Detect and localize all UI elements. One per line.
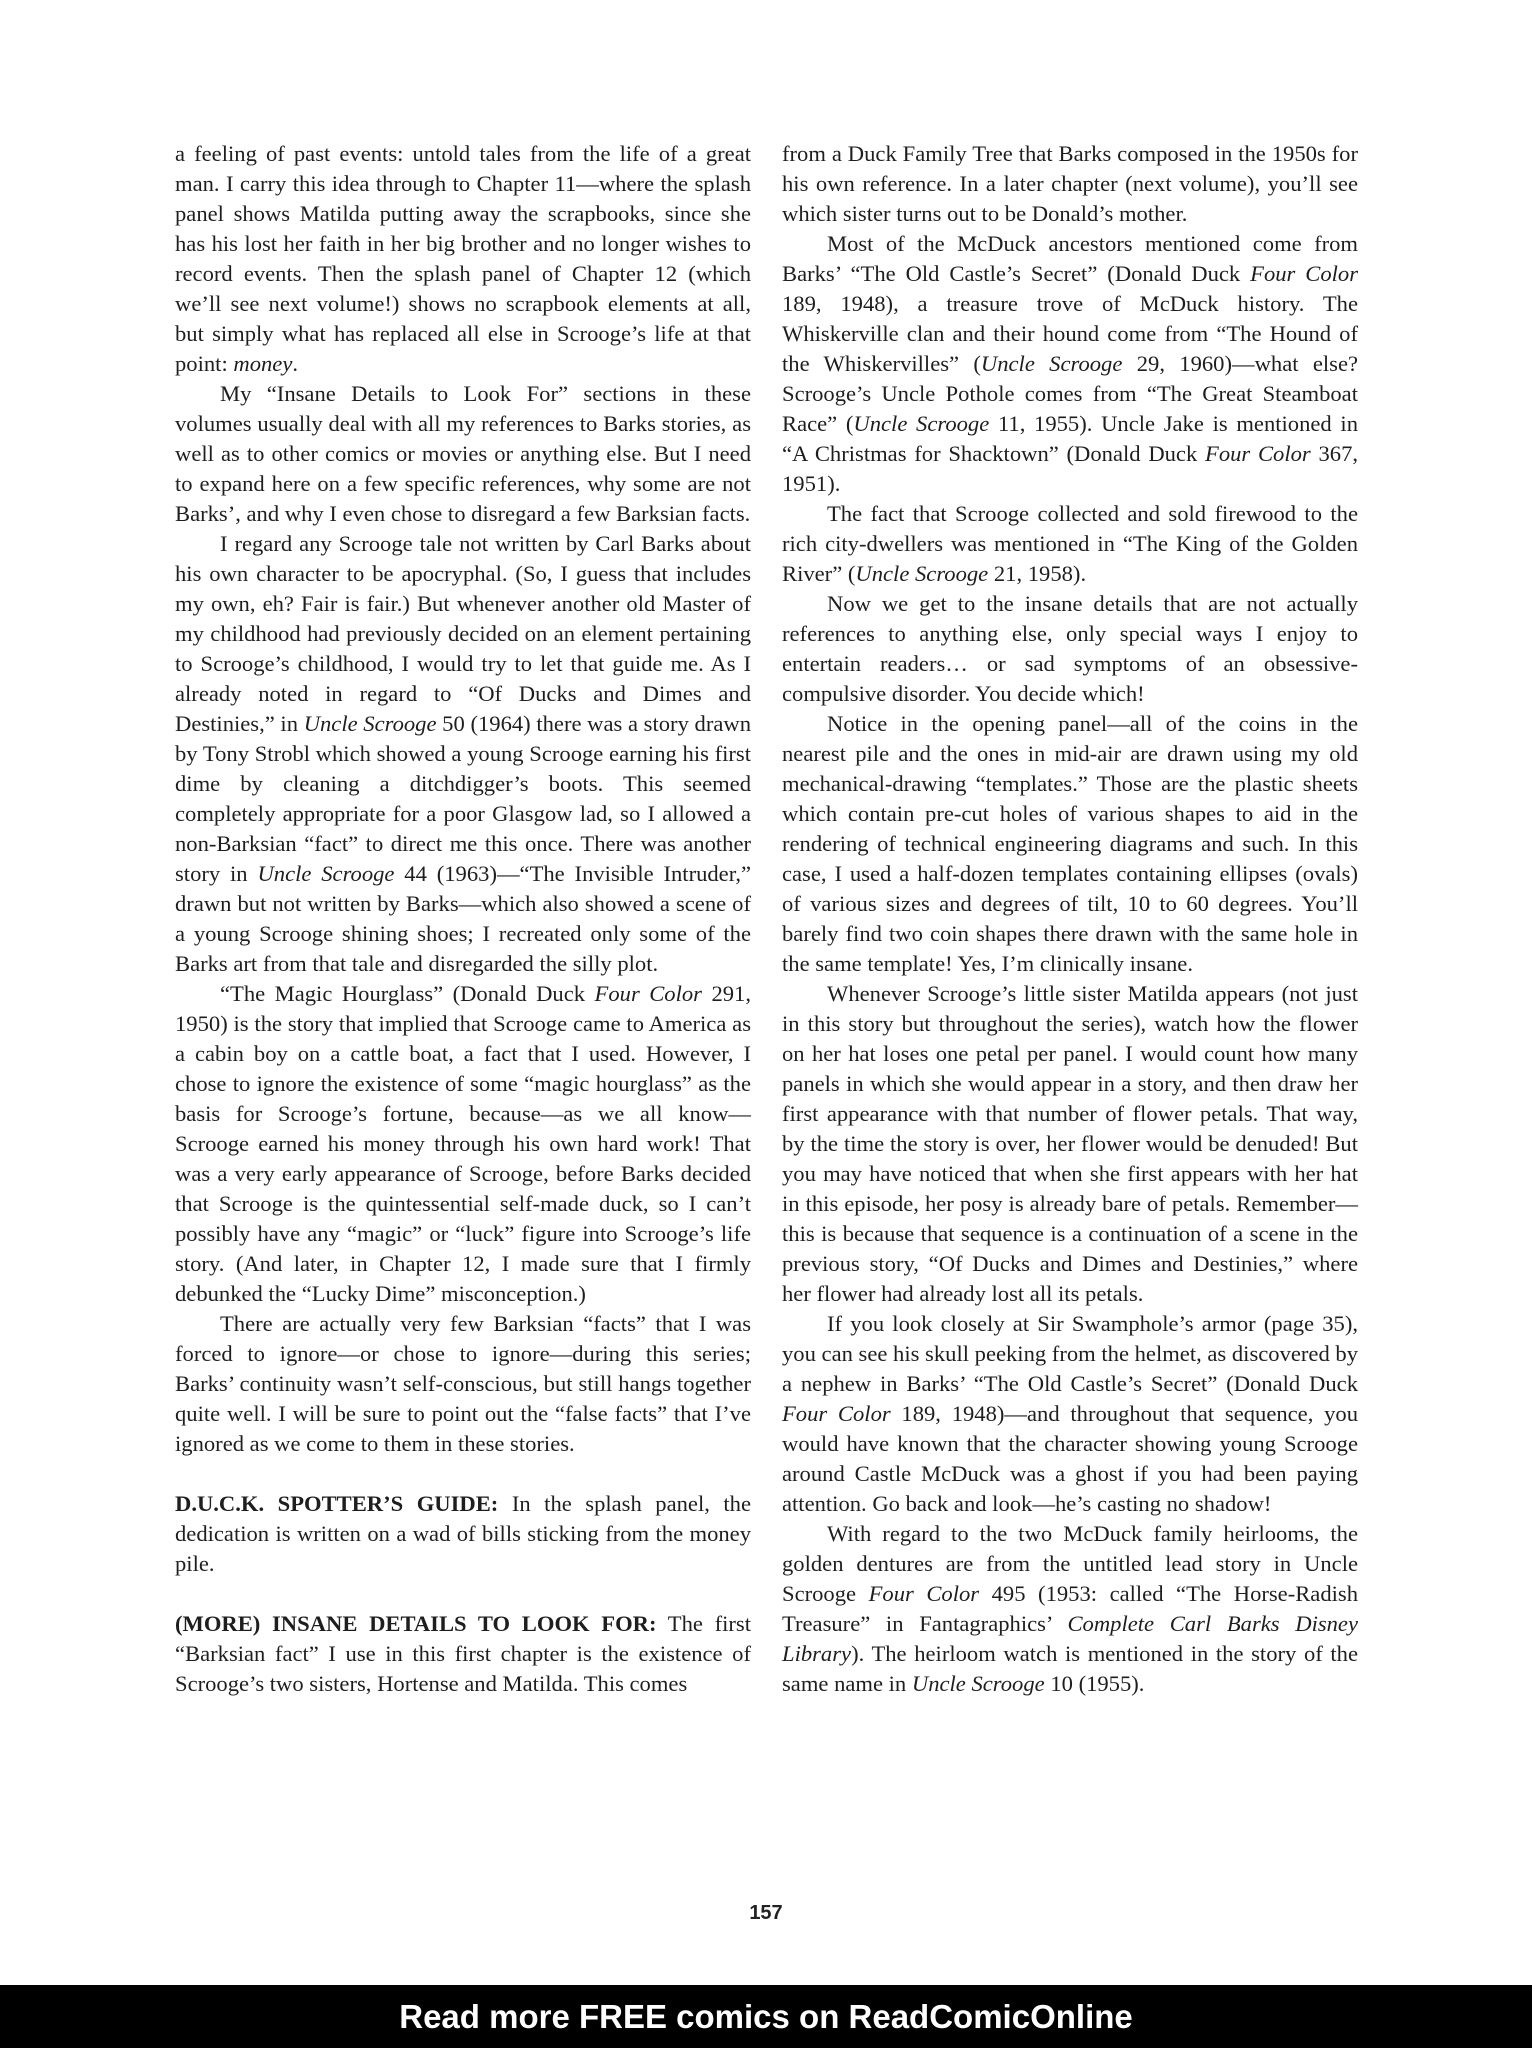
section-insane-details: (MORE) INSANE DETAILS TO LOOK FOR: The first “Barksian fact” I use in this first chapter is the existence of Scrooge’s two sisters, Hortense and Matilda. This comes <box>175 1611 752 1696</box>
section-heading: (MORE) INSANE DETAILS TO LOOK FOR: <box>175 1611 657 1636</box>
paragraph: There are actually very few Barksian “facts” that I was forced to ignore—or chose to ignore—during this series; Barks’ continuity wasn’t self-conscious, but still hangs together quite well. I will be sure to point out the “false facts” that I’ve ignored as we come to them in these stories. <box>175 1311 751 1456</box>
paragraph: a feeling of past events: untold tales from the life of a great man. I carry this idea through to Chapter 11—where the splash panel shows Matilda putting away the scrapbooks, since she has his lost her faith in her big brother and no longer wishes to record events. Then the splash panel of Chapter 12 (which we’ll see next volume!) shows no scrapbook elements at all, but simply what has replaced all else in Scrooge’s life at that point: money. <box>175 141 751 376</box>
emphasis: Complete Carl Barks Disney Library <box>782 1611 1358 1666</box>
paragraph: If you look closely at Sir Swamphole’s armor (page 35), you can see his skull peeking from the helmet, as discovered by a nephew in Barks’ “The Old Castle’s Secret” (Donald Duck Four Color 189, 1948)—and throughout that sequence, you would have known that the character showing young Scrooge around Castle McDuck was a ghost if you had been paying attention. Go back and look—he’s casting no shadow! <box>782 1311 1358 1516</box>
emphasis: Four Color <box>1205 441 1311 466</box>
emphasis: Four Color <box>1250 261 1358 286</box>
section-heading: D.U.C.K. SPOTTER’S GUIDE: <box>175 1491 499 1516</box>
page-number: 157 <box>749 1902 783 1924</box>
paragraph: I regard any Scrooge tale not written by Carl Barks about his own character to be apocryphal. (So, I guess that includes my own, eh? Fair is fair.) But whenever another old Master of my childhood had previously decided on an element pertaining to Scrooge’s childhood, I would try to let that guide me. As I already noted in regard to “Of Ducks and Dimes and Destinies,” in Uncle Scrooge 50 (1964) there was a story drawn by Tony Strobl which showed a young Scrooge earning his first dime by cleaning a ditchdigger’s boots. This seemed completely appropriate for a poor Glasgow lad, so I allowed a non-Barksian “fact” to direct me this once. There was another story in Uncle Scrooge 44 (1963)—“The Invisible Intruder,” drawn but not written by Barks—which also showed a scene of a young Scrooge shining shoes; I recreated only some of the Barks art from that tale and disregarded the silly plot. <box>175 531 752 976</box>
emphasis: money <box>233 351 293 376</box>
emphasis: Uncle Scrooge <box>855 561 989 586</box>
right-column <box>782 139 1358 1699</box>
emphasis: Four Color <box>782 1401 891 1426</box>
footer-banner-link[interactable] <box>0 1985 1532 2048</box>
paragraph: The fact that Scrooge collected and sold firewood to the rich city-dwellers was mentioned in “The King of the Golden River” (Uncle Scrooge 21, 1958). <box>782 501 1358 586</box>
left-column <box>175 139 751 1699</box>
paragraph: Now we get to the insane details that are not actually references to anything else, only special ways I enjoy to entertain readers… or sad symptoms of an obsessive-compulsive disorder. You decide which! <box>782 591 1358 706</box>
paragraph: Notice in the opening panel—all of the coins in the nearest pile and the ones in mid-air are drawn using my old mechanical-drawing “templates.” Those are the plastic sheets which contain pre-cut holes of various shapes to aid in the rendering of technical engineering diagrams and such. In this case, I used a half-dozen templates containing ellipses (ovals) of various sizes and degrees of tilt, 10 to 60 degrees. You’ll barely find two coin shapes there drawn with the same hole in the same template! Yes, I’m clinically insane. <box>782 711 1358 976</box>
footer-text: Read more FREE comics on ReadComicOnline <box>399 1997 1133 2035</box>
emphasis: Uncle Scrooge <box>257 861 395 886</box>
emphasis: Uncle Scrooge <box>980 351 1123 376</box>
paragraph: Most of the McDuck ancestors mentioned come from Barks’ “The Old Castle’s Secret” (Donald Duck Four Color 189, 1948), a treasure trove of McDuck history. The Whiskerville clan and their hound come from “The Hound of the Whiskervilles” (Uncle Scrooge 29, 1960)—what else? Scrooge’s Uncle Pothole comes from “The Great Steamboat Race” (Uncle Scrooge 11, 1955). Uncle Jake is mentioned in “A Christmas for Shacktown” (Donald Duck Four Color 367, 1951). <box>782 231 1359 496</box>
emphasis: Uncle Scrooge <box>853 411 990 436</box>
emphasis: Four Color <box>594 981 702 1006</box>
paragraph: from a Duck Family Tree that Barks composed in the 1950s for his own reference. In a later chapter (next volume), you’ll see which sister turns out to be Donald’s mother. <box>782 141 1358 226</box>
paragraph: “The Magic Hourglass” (Donald Duck Four Color 291, 1950) is the story that implied that Scrooge came to America as a cabin boy on a cattle boat, a fact that I used. However, I chose to ignore the existence of some “magic hourglass” as the basis for Scrooge’s fortune, because—as we all know—Scrooge earned his money through his own hard work! That was a very early appearance of Scrooge, before Barks decided that Scrooge is the quintessential self-made duck, so I can’t possibly have any “magic” or “luck” figure into Scrooge’s life story. (And later, in Chapter 12, I made sure that I firmly debunked the “Lucky Dime” misconception.) <box>175 981 751 1306</box>
paragraph: My “Insane Details to Look For” sections in these volumes usually deal with all my references to Barks stories, as well as to other comics or movies or anything else. But I need to expand here on a few specific references, why some are not Barks’, and why I even chose to disregard a few Barksian facts. <box>175 381 751 526</box>
paragraph: With regard to the two McDuck family heirlooms, the golden dentures are from the untitled lead story in Uncle Scrooge Four Color 495 (1953: called “The Horse-Radish Treasure” in Fantagraphics’ Complete Carl Barks Disney Library). The heirloom watch is mentioned in the story of the same name in Uncle Scrooge 10 (1955). <box>782 1521 1358 1696</box>
emphasis: Uncle Scrooge <box>303 711 437 736</box>
paragraph: Whenever Scrooge’s little sister Matilda appears (not just in this story but throughout the series), watch how the flower on her hat loses one petal per panel. I would count how many panels in which she would appear in a story, and then draw her first appearance with that number of flower petals. That way, by the time the story is over, her flower would be denuded! But you may have noticed that when she first appears with her hat in this episode, her posy is already bare of petals. Remember—this is because that sequence is a continuation of a scene in the previous story, “Of Ducks and Dimes and Destinies,” where her flower had already lost all its petals. <box>782 981 1358 1306</box>
emphasis: Four Color <box>868 1581 980 1606</box>
section-spotters-guide: D.U.C.K. SPOTTER’S GUIDE: In the splash panel, the dedication is written on a wad of bills sticking from the money pile. <box>175 1491 751 1576</box>
emphasis: Uncle Scrooge <box>911 1671 1045 1696</box>
